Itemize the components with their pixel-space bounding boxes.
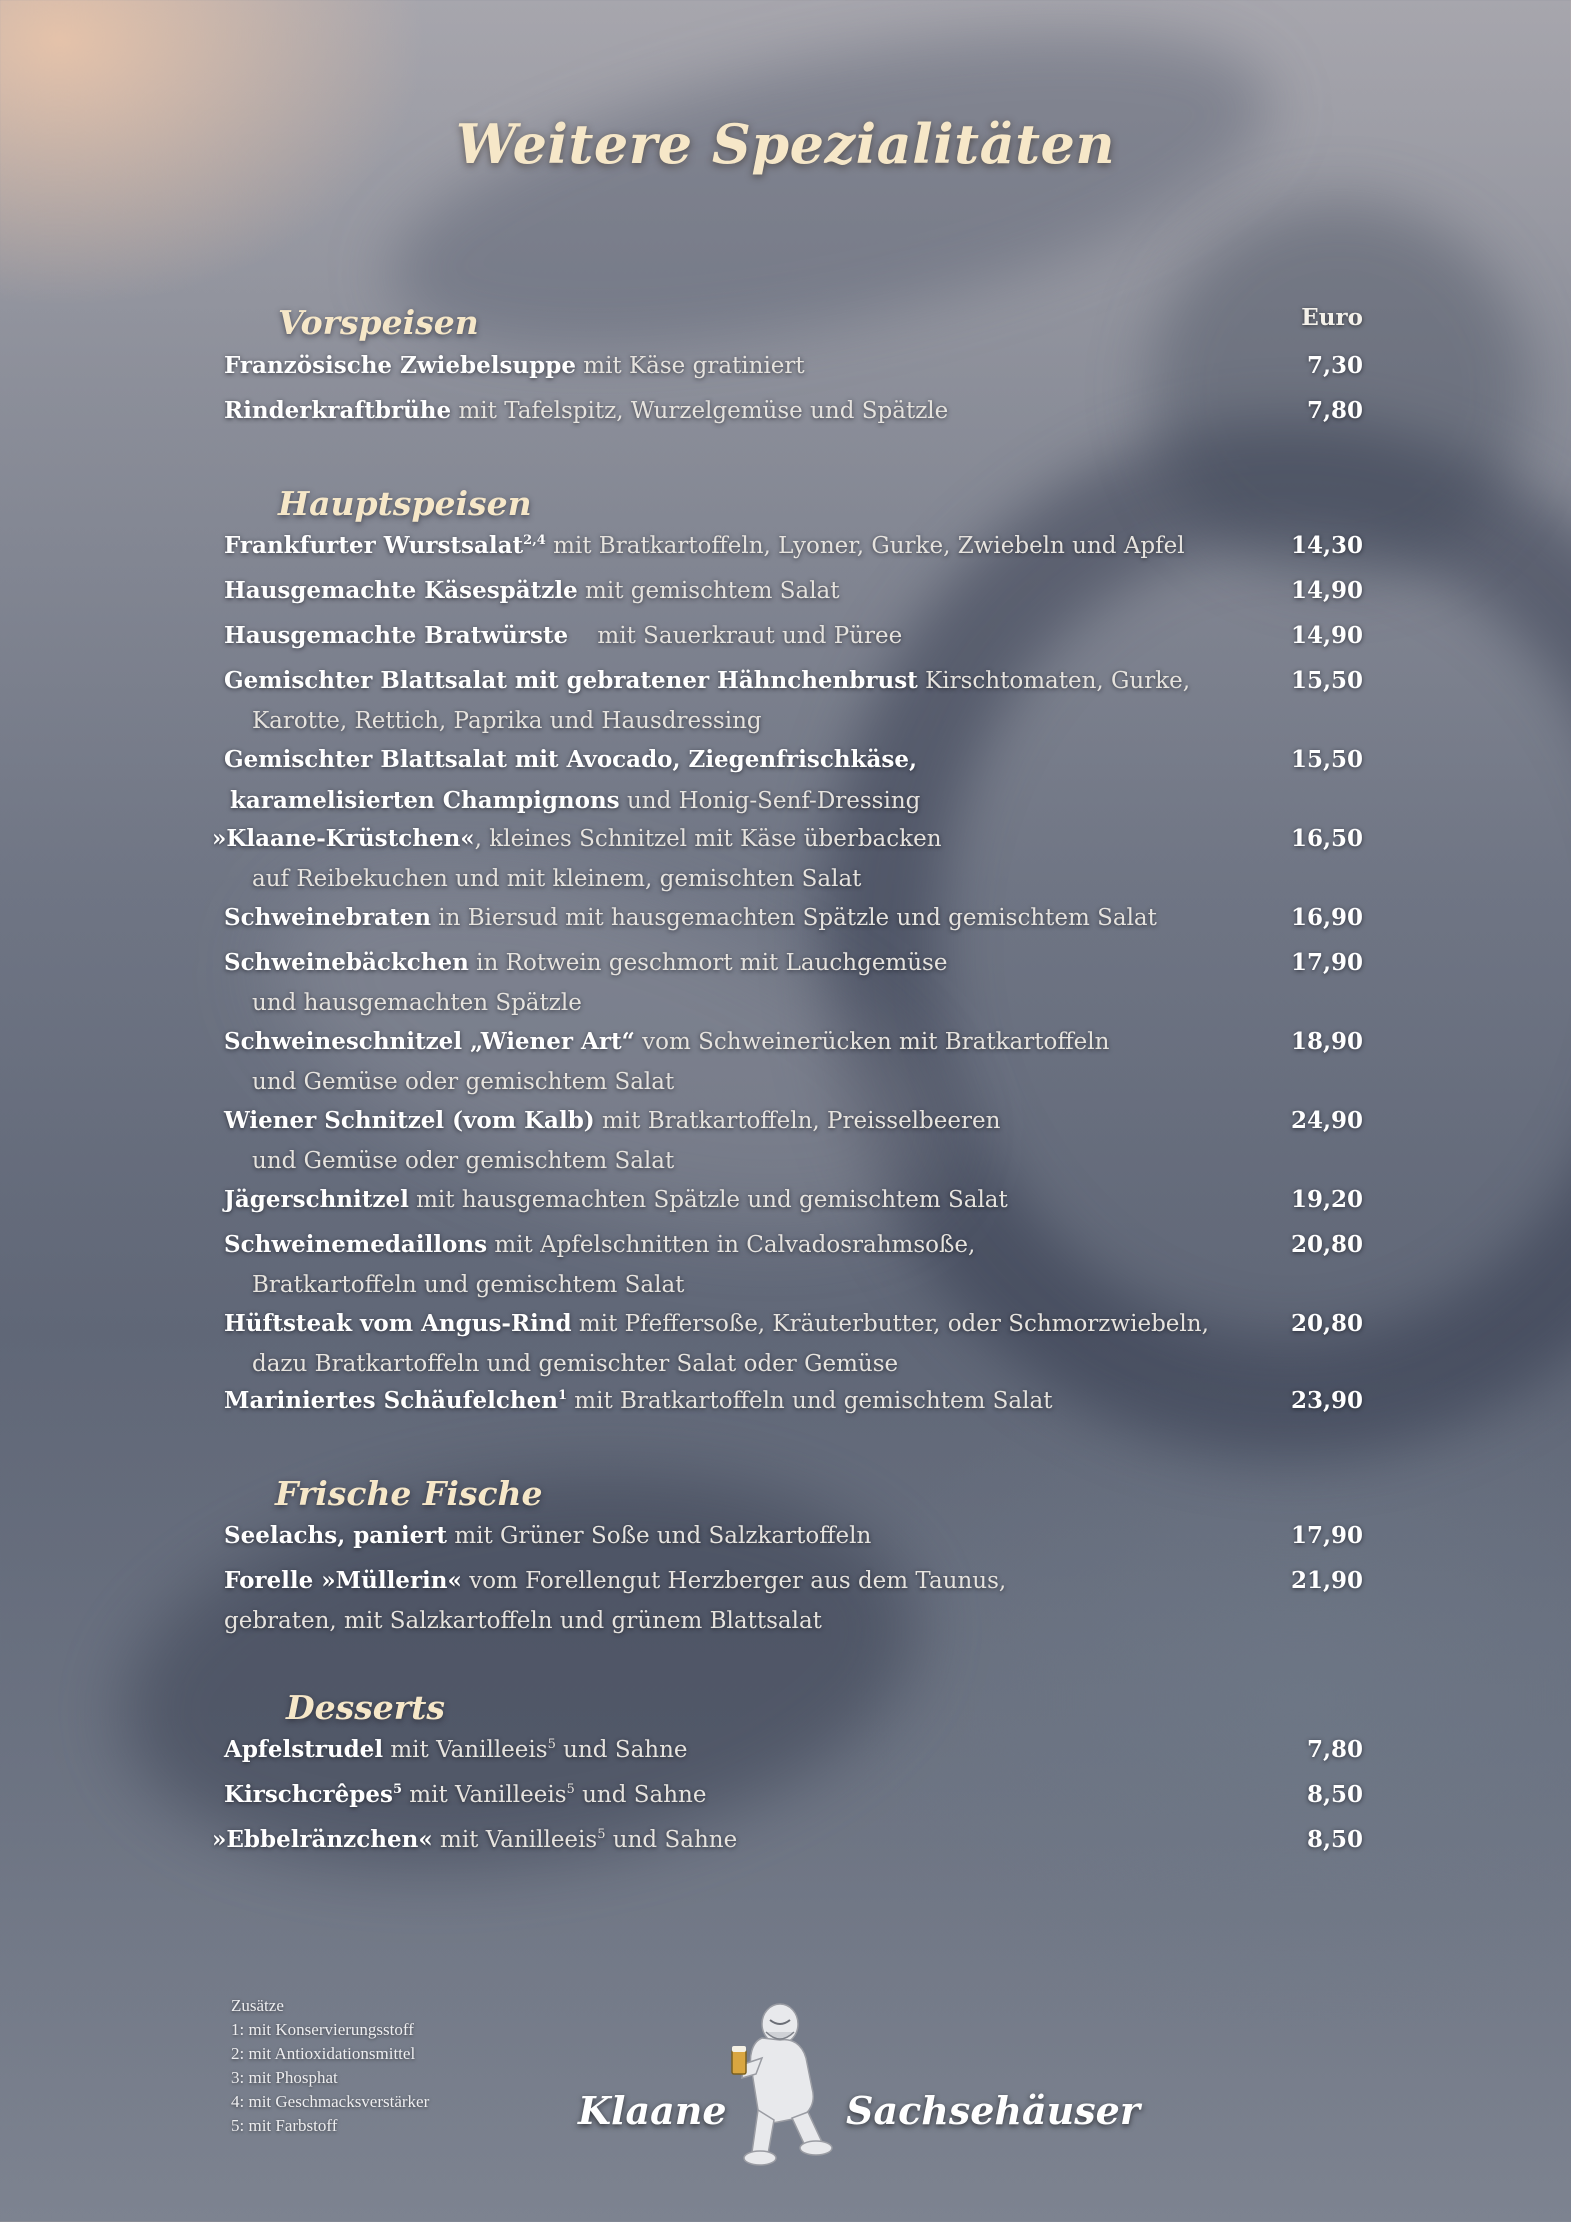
menu-item-price: 14,90 xyxy=(1290,622,1363,649)
menu-item-price: 24,90 xyxy=(1290,1107,1363,1134)
menu-item-price: 7,80 xyxy=(1306,397,1363,424)
menu-item-continuation: und Gemüse oder gemischtem Salat xyxy=(252,1069,675,1095)
section-heading-vorspeisen: Vorspeisen xyxy=(278,303,479,342)
menu-item: Schweinemedaillons mit Apfelschnitten in Calvadosrahmsoße, xyxy=(224,1231,976,1258)
menu-item-price: 14,90 xyxy=(1290,577,1363,604)
menu-item-price: 15,50 xyxy=(1290,746,1363,773)
menu-item-price: 16,90 xyxy=(1290,904,1363,931)
waiter-with-beer-icon xyxy=(722,2002,842,2172)
logo-text-right: Sachsehäuser xyxy=(846,2088,1140,2133)
menu-item-price: 21,90 xyxy=(1290,1567,1363,1594)
menu-item: Gemischter Blattsalat mit gebratener Hähnchenbrust Kirschtomaten, Gurke, xyxy=(224,667,1191,694)
section-heading-desserts: Desserts xyxy=(286,1688,445,1727)
menu-item: Frankfurter Wurstsalat$^{2,4}$ mit Bratkartoffeln, Lyoner, Gurke, Zwiebeln und Apfel xyxy=(224,532,1185,559)
menu-item-continuation: Karotte, Rettich, Paprika und Hausdressing xyxy=(252,708,762,734)
menu-item-price: 14,30 xyxy=(1290,532,1363,559)
additive-item: 4: mit Geschmacksverstärker xyxy=(231,2092,430,2111)
menu-item: Französische Zwiebelsuppe mit Käse gratiniert xyxy=(224,352,805,379)
menu-item: Gemischter Blattsalat mit Avocado, Ziegenfrischkäse, xyxy=(224,746,917,773)
section-heading-hauptspeisen: Hauptspeisen xyxy=(278,484,532,523)
additive-item: 5: mit Farbstoff xyxy=(231,2116,338,2135)
menu-item: Wiener Schnitzel (vom Kalb) mit Bratkartoffeln, Preisselbeeren xyxy=(224,1107,1001,1134)
background-swirl xyxy=(820,420,1571,1460)
menu-item-price: 7,80 xyxy=(1306,1736,1363,1763)
menu-item-continuation: auf Reibekuchen und mit kleinem, gemischten Salat xyxy=(252,866,862,892)
menu-item: Forelle »Müllerin« vom Forellengut Herzberger aus dem Taunus, xyxy=(224,1567,1007,1594)
menu-item: Schweineschnitzel „Wiener Art“ vom Schweinerücken mit Bratkartoffeln xyxy=(224,1028,1110,1055)
menu-item-continuation: und hausgemachten Spätzle xyxy=(252,990,582,1016)
menu-item: Schweinebraten in Biersud mit hausgemachten Spätzle und gemischtem Salat xyxy=(224,904,1157,931)
logo-text-left: Klaane xyxy=(578,2088,727,2133)
menu-item-price: 8,50 xyxy=(1306,1826,1363,1853)
menu-item-continuation: Bratkartoffeln und gemischtem Salat xyxy=(252,1272,685,1298)
menu-item-continuation: gebraten, mit Salzkartoffeln und grünem Blattsalat xyxy=(224,1608,822,1634)
menu-item-continuation: dazu Bratkartoffeln und gemischter Salat oder Gemüse xyxy=(252,1351,899,1377)
section-heading-fische: Frische Fische xyxy=(275,1474,543,1513)
additive-item: 2: mit Antioxidationsmittel xyxy=(231,2044,416,2063)
menu-item: Schweinebäckchen in Rotwein geschmort mit Lauchgemüse xyxy=(224,949,948,976)
menu-item-price: 16,50 xyxy=(1290,825,1363,852)
menu-item: Kirschcrêpes$^5$ mit Vanilleeis$^5$ und Sahne xyxy=(224,1781,707,1808)
menu-item-price: 23,90 xyxy=(1290,1387,1363,1414)
menu-item: Seelachs, paniert mit Grüner Soße und Salzkartoffeln xyxy=(224,1522,872,1549)
menu-item-continuation: und Gemüse oder gemischtem Salat xyxy=(252,1148,675,1174)
menu-item-price: 8,50 xyxy=(1306,1781,1363,1808)
menu-item-price: 18,90 xyxy=(1290,1028,1363,1055)
page-title: Weitere Spezialitäten xyxy=(455,112,1116,176)
menu-item: Hausgemachte Bratwürste mit Sauerkraut und Püree xyxy=(224,622,903,649)
menu-item: Jägerschnitzel mit hausgemachten Spätzle und gemischtem Salat xyxy=(224,1186,1008,1213)
menu-item-price: 20,80 xyxy=(1290,1231,1363,1258)
menu-item: Hausgemachte Käsespätzle mit gemischtem Salat xyxy=(224,577,840,604)
menu-item: Mariniertes Schäufelchen$^1$ mit Bratkartoffeln und gemischtem Salat xyxy=(224,1387,1053,1414)
background-swirl xyxy=(363,0,1297,411)
menu-item: »Klaane-Krüstchen«, kleines Schnitzel mit Käse überbacken xyxy=(212,825,942,852)
menu-item-price: 19,20 xyxy=(1290,1186,1363,1213)
menu-item-price: 17,90 xyxy=(1290,1522,1363,1549)
menu-item: Rinderkraftbrühe mit Tafelspitz, Wurzelgemüse und Spätzle xyxy=(224,397,949,424)
menu-item: Apfelstrudel mit Vanilleeis$^5$ und Sahne xyxy=(224,1736,688,1763)
additive-item: 3: mit Phosphat xyxy=(231,2068,338,2087)
additives-notes xyxy=(231,1994,429,2138)
background-swirl xyxy=(1150,200,1530,580)
menu-item-price: 20,80 xyxy=(1290,1310,1363,1337)
additive-item: 1: mit Konservierungsstoff xyxy=(231,2020,414,2039)
menu-item-price: 15,50 xyxy=(1290,667,1363,694)
currency-label: Euro xyxy=(1301,304,1363,331)
menu-item-continuation: karamelisierten Champignons und Honig-Senf-Dressing xyxy=(230,787,921,814)
menu-item-price: 7,30 xyxy=(1306,352,1363,379)
menu-item: »Ebbelränzchen« mit Vanilleeis$^5$ und Sahne xyxy=(212,1826,738,1853)
menu-item-price: 17,90 xyxy=(1290,949,1363,976)
additives-heading: Zusätze xyxy=(231,1996,284,2015)
menu-item: Hüftsteak vom Angus-Rind mit Pfeffersoße, Kräuterbutter, oder Schmorzwiebeln, xyxy=(224,1310,1209,1337)
